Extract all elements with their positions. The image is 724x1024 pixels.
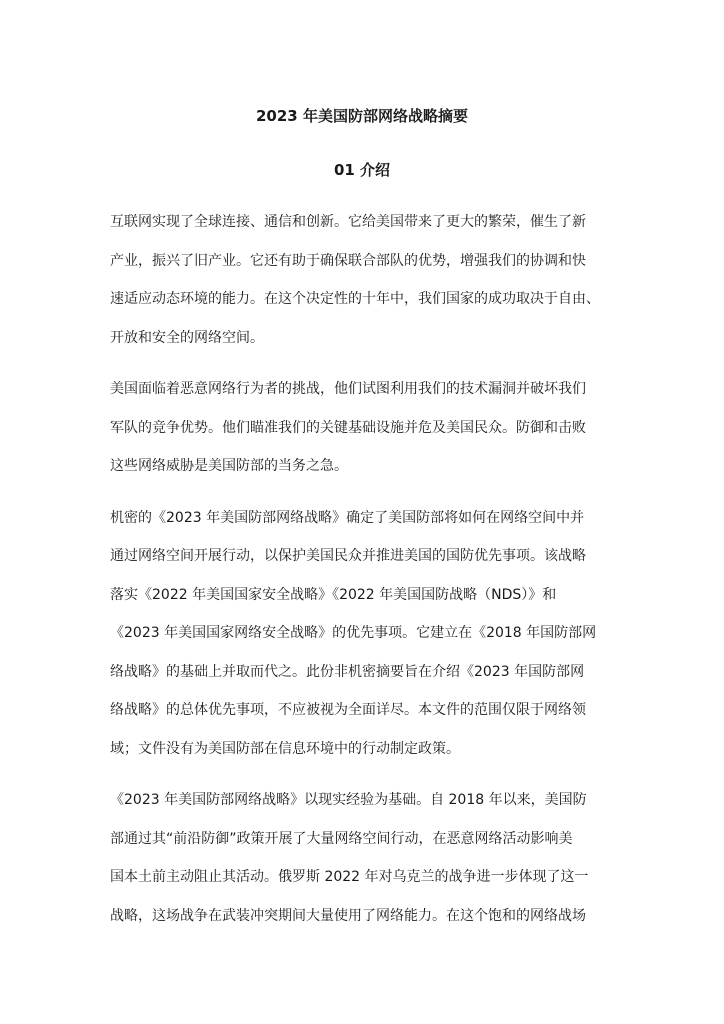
paragraph-line: 机密的《2023 年美国防部网络战略》确定了美国防部将如何在网络空间中并 <box>110 509 585 526</box>
paragraph-line: 军队的竞争优势。他们瞄准我们的关键基础设施并危及美国民众。防御和击败 <box>110 419 586 436</box>
paragraph-line: 互联网实现了全球连接、通信和创新。它给美国带来了更大的繁荣，催生了新 <box>110 214 586 230</box>
paragraph-2 <box>110 370 616 486</box>
paragraph-line: 速适应动态环境的能力。在这个决定性的十年中，我们国家的成功取决于自由、 <box>110 291 600 307</box>
section-heading: 01 介绍 <box>333 161 391 179</box>
paragraph-line: 这些网络威胁是美国防部的当务之急。 <box>110 458 348 474</box>
paragraph-line: 《2023 年美国国家网络安全战略》的优先事项。它建立在《2018 年国防部网 <box>110 625 597 641</box>
document-body <box>110 203 616 948</box>
paragraph-line: 战略，这场战争在武装冲突期间大量使用了网络能力。在这个饱和的网络战场 <box>110 907 586 924</box>
document-title: 2023 年美国防部网络战略摘要 <box>256 107 468 125</box>
paragraph-line: 络战略》的总体优先事项，不应被视为全面详尽。本文件的范围仅限于网络领 <box>110 702 586 718</box>
paragraph-line: 《2023 年美国防部网络战略》以现实经验为基础。自 2018 年以来，美国防 <box>110 792 587 808</box>
paragraph-3 <box>110 499 616 769</box>
paragraph-line: 落实《2022 年美国国家安全战略》《2022 年美国国防战略（NDS）》和 <box>110 586 557 603</box>
paragraph-line: 国本土前主动阻止其活动。俄罗斯 2022 年对乌克兰的战争进一步体现了这一 <box>110 869 589 885</box>
paragraph-1 <box>110 203 616 357</box>
paragraph-line: 美国面临着恶意网络行为者的挑战，他们试图利用我们的技术漏洞并破坏我们 <box>110 381 586 397</box>
paragraph-line: 开放和安全的网络空间。 <box>110 329 264 346</box>
paragraph-line: 域；文件没有为美国防部在信息环境中的行动制定政策。 <box>110 740 460 757</box>
paragraph-line: 络战略》的基础上并取而代之。此份非机密摘要旨在介绍《2023 年国防部网 <box>110 663 585 680</box>
paragraph-line: 产业，振兴了旧产业。它还有助于确保联合部队的优势，增强我们的协调和快 <box>110 252 586 269</box>
paragraph-line: 通过网络空间开展行动，以保护美国民众并推进美国的国防优先事项。该战略 <box>110 548 586 564</box>
paragraph-line: 部通过其“前沿防御”政策开展了大量网络空间行动，在恶意网络活动影响美 <box>110 830 573 847</box>
paragraph-4 <box>110 781 616 935</box>
